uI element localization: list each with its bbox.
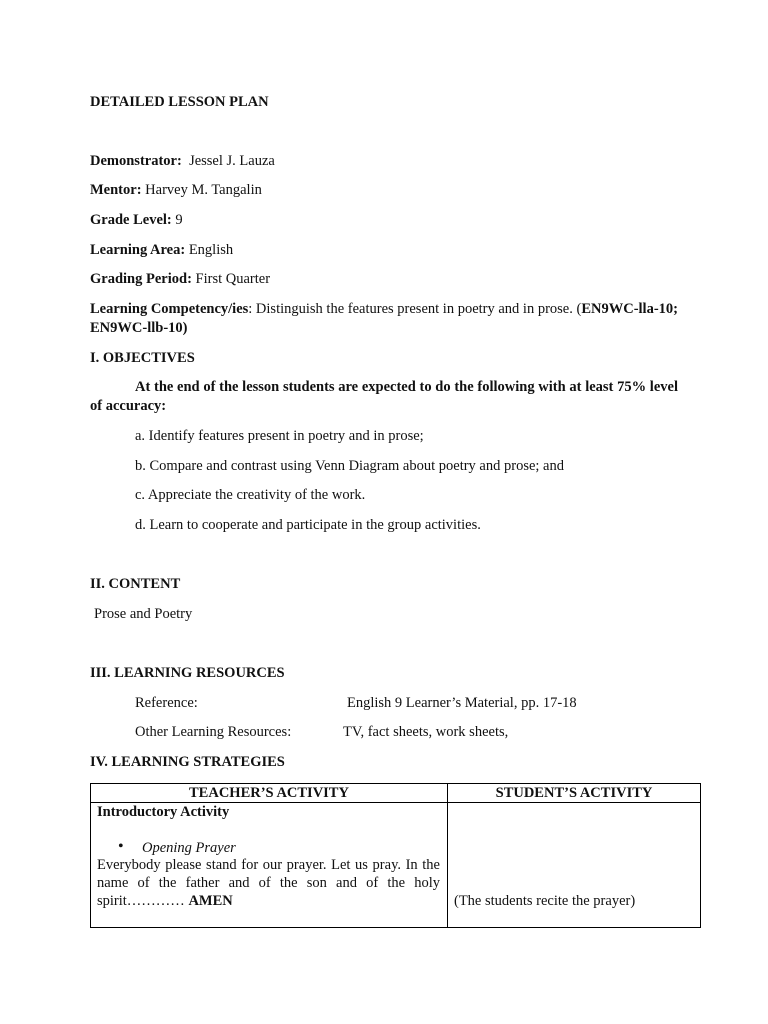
grading-period-line <box>90 270 270 288</box>
objective-item-a: a. Identify features present in poetry and in prose; <box>135 428 424 444</box>
other-resources-value: TV, fact sheets, work sheets, <box>343 724 509 740</box>
learning-competency-paragraph <box>90 300 678 338</box>
grading-period-label: Grading Period: <box>90 271 192 287</box>
demonstrator-line <box>90 152 275 170</box>
content-heading: II. CONTENT <box>90 576 181 592</box>
objectives-intro: At the end of the lesson students are expected to do the following with at least 75% level of accuracy: <box>90 379 678 414</box>
learning-competency-text: : Distinguish the features present in poetry and in prose. ( <box>248 301 582 317</box>
content-text: Prose and Poetry <box>94 606 193 622</box>
grading-period-value: First Quarter <box>195 271 271 287</box>
teacher-activity-header: TEACHER’S ACTIVITY <box>189 785 349 801</box>
activity-table <box>90 783 701 928</box>
table-column-divider <box>447 784 448 927</box>
student-prayer-response: (The students recite the prayer) <box>454 893 636 909</box>
grade-level-line <box>90 211 183 229</box>
learning-competency-label: Learning Competency/ies <box>90 301 249 317</box>
demonstrator-value: Jessel J. Lauza <box>189 153 275 169</box>
learning-area-line <box>90 241 233 259</box>
teacher-prayer-text <box>97 856 440 910</box>
objectives-heading: I. OBJECTIVES <box>90 350 195 366</box>
resources-heading: III. LEARNING RESOURCES <box>90 665 285 681</box>
learning-area-value: English <box>188 242 234 258</box>
demonstrator-label: Demonstrator: <box>90 153 182 169</box>
strategies-heading: IV. LEARNING STRATEGIES <box>90 754 285 770</box>
other-resources-label: Other Learning Resources: <box>135 724 292 740</box>
objective-item-d: d. Learn to cooperate and participate in the group activities. <box>135 517 481 533</box>
introductory-activity-title: Introductory Activity <box>97 804 230 820</box>
grade-level-label: Grade Level: <box>90 212 172 228</box>
grade-level-value: 9 <box>175 212 183 228</box>
reference-label: Reference: <box>135 695 198 711</box>
mentor-value: Harvey M. Tangalin <box>145 182 262 198</box>
objective-item-c: c. Appreciate the creativity of the work. <box>135 487 366 503</box>
learning-competency-code: EN9WC-lla-10; EN9WC-llb-10) <box>90 301 678 336</box>
teacher-prayer-body: Everybody please stand for our prayer. Let us pray. In the name of the father and of the son and of the holy spirit………… <box>97 857 440 909</box>
mentor-line <box>90 181 262 199</box>
opening-prayer-label: Opening Prayer <box>142 840 236 856</box>
teacher-prayer-amen: AMEN <box>188 893 233 909</box>
bullet-icon: • <box>118 838 124 855</box>
mentor-label: Mentor: <box>90 182 142 198</box>
document-title: DETAILED LESSON PLAN <box>90 94 269 110</box>
learning-area-label: Learning Area: <box>90 242 186 258</box>
reference-value: English 9 Learner’s Material, pp. 17-18 <box>347 695 577 711</box>
objective-item-b: b. Compare and contrast using Venn Diagram about poetry and prose; and <box>135 458 564 474</box>
student-activity-header: STUDENT’S ACTIVITY <box>495 785 653 801</box>
